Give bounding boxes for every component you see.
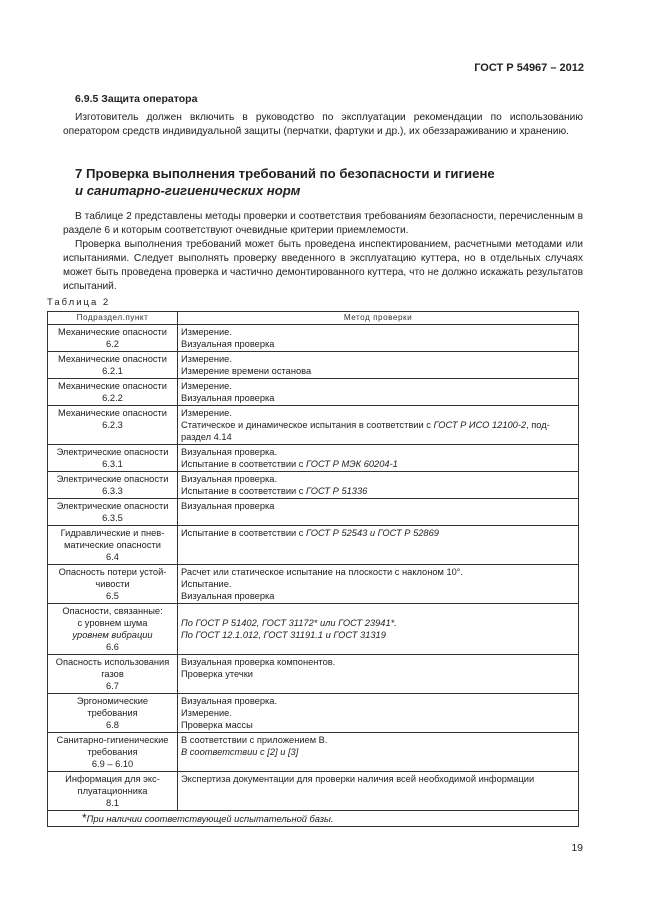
method-line: Визуальная проверка. [181, 447, 278, 457]
section-7-paragraph-1: В таблице 2 представлены методы проверки и соответствия требованиям безопасности, перечисленным в разделе 6 и которым соответствуют очевидные критерии приемлемости. [63, 211, 583, 236]
subsection-line: 6.4 [106, 552, 119, 562]
method-line: Измерение. [181, 381, 232, 391]
subsection-cell [48, 406, 178, 445]
method-text-part: Статическое и динамическое испытания в соответствии с [181, 420, 434, 430]
subsection-line: 6.3.5 [102, 513, 123, 523]
method-cell [178, 472, 579, 499]
table-row [48, 379, 579, 406]
note-text: При наличии соответствующей испытательной базы. [86, 814, 334, 824]
table-header-row [48, 312, 579, 325]
method-line: Измерение. [181, 408, 232, 418]
subsection-line: 6.7 [106, 681, 119, 691]
standard-reference: ГОСТ Р 52543 и ГОСТ Р 52869 [306, 528, 439, 538]
subsection-cell [48, 604, 178, 655]
column-header-method: Метод проверки [178, 312, 579, 325]
method-line: Измерение. [181, 354, 232, 364]
method-line: Испытание. [181, 579, 232, 589]
table-row [48, 499, 579, 526]
method-line: Измерение времени останова [181, 366, 312, 376]
section-6-9-5-text: Изготовитель должен включить в руководство по эксплуатации рекомендации по использованию оператором средств индивидуальной защиты (перчатки, фартуки и др.), их обеззараживанию и хранению. [63, 112, 583, 137]
subsection-line: требования [87, 747, 138, 757]
subsection-line: 6.3.1 [102, 459, 123, 469]
subsection-line: Механические опасности [58, 408, 167, 418]
subsection-cell [48, 565, 178, 604]
standard-reference: ГОСТ Р 51336 [306, 486, 368, 496]
method-cell [178, 694, 579, 733]
method-reference-line: По ГОСТ Р 51402, ГОСТ 31172* или ГОСТ 23941*. [181, 618, 397, 628]
method-line-with-reference [181, 419, 575, 443]
method-line: Проверка массы [181, 720, 253, 730]
method-text-part: Испытание в соответствии с [181, 459, 307, 469]
method-text-part: , под- [526, 420, 550, 430]
subsection-cell [48, 325, 178, 352]
table-row [48, 604, 579, 655]
method-text-part: Испытание в соответствии с [181, 486, 307, 496]
method-line: Измерение. [181, 327, 232, 337]
table-row [48, 772, 579, 811]
subsection-cell [48, 499, 178, 526]
table-2 [47, 311, 579, 827]
method-line: Визуальная проверка [181, 339, 275, 349]
method-cell [178, 772, 579, 811]
note-mark: * [82, 811, 87, 825]
subsection-line: матические опасности [64, 540, 161, 550]
subsection-line: Механические опасности [58, 354, 167, 364]
subsection-line: Механические опасности [58, 327, 167, 337]
subsection-line: чивости [95, 579, 130, 589]
subsection-line: требования [87, 708, 138, 718]
method-cell [178, 445, 579, 472]
table-body [48, 325, 579, 811]
standard-reference: ГОСТ Р ИСО 12100-2 [433, 420, 527, 430]
method-line: Визуальная проверка [181, 501, 275, 511]
subsection-cell [48, 379, 178, 406]
method-cell [178, 379, 579, 406]
section-7-title-line2: и санитарно-гигиенических норм [75, 183, 301, 198]
subsection-cell [48, 526, 178, 565]
section-7-title [75, 165, 575, 199]
table-note-row [48, 811, 579, 827]
table-caption: Таблица 2 [47, 297, 111, 308]
subsection-line: уровнем вибрации [72, 630, 153, 640]
subsection-line: Электрические опасности [56, 447, 169, 457]
method-line: Визуальная проверка. [181, 474, 278, 484]
table-row [48, 472, 579, 499]
subsection-line: Опасность потери устой- [58, 567, 167, 577]
subsection-cell [48, 352, 178, 379]
subsection-line: Информация для экс- [65, 774, 160, 784]
subsection-line: Эргономические [76, 696, 149, 706]
method-line: Расчет или статическое испытание на плоскости с наклоном 10°. [181, 567, 464, 577]
table-note [48, 811, 579, 827]
page-number: 19 [571, 842, 583, 854]
subsection-line: с уровнем шума [77, 618, 148, 628]
subsection-line: Гидравлические и пнев- [60, 528, 165, 538]
method-cell [178, 655, 579, 694]
table-row [48, 445, 579, 472]
method-line: Экспертиза документации для проверки наличия всей необходимой информации [181, 774, 535, 784]
subsection-line: 6.8 [106, 720, 119, 730]
method-cell [178, 604, 579, 655]
subsection-line: 6.2.1 [102, 366, 123, 376]
subsection-line: 8.1 [106, 798, 119, 808]
method-reference-line: В соответствии с [2] и [3] [181, 747, 299, 757]
method-reference-line: По ГОСТ 12.1.012, ГОСТ 31191.1 и ГОСТ 31319 [181, 630, 386, 640]
section-7-title-line1: 7 Проверка выполнения требований по безопасности и гигиене [75, 166, 495, 181]
method-cell [178, 565, 579, 604]
subsection-line: Механические опасности [58, 381, 167, 391]
table-row [48, 352, 579, 379]
table-row [48, 694, 579, 733]
subsection-line: Электрические опасности [56, 474, 169, 484]
subsection-line: Опасность использования [55, 657, 170, 667]
subsection-line: Электрические опасности [56, 501, 169, 511]
section-7-paragraph-2: Проверка выполнения требований может быть проведена инспектированием, расчетными методами или испытаниями. Следует выполнять проверку введенного в эксплуатацию куттера, но в отдельных случаях может быть проведена проверка и частично демонтированного куттера, что не должно искажать результатов испытаний. [63, 239, 583, 292]
method-line: Проверка утечки [181, 669, 253, 679]
subsection-line: 6.3.3 [102, 486, 123, 496]
column-header-subsection: Подраздел.пункт [48, 312, 178, 325]
method-text-part: Испытание в соответствии с [181, 528, 307, 538]
method-line: Визуальная проверка [181, 393, 275, 403]
method-cell [178, 325, 579, 352]
subsection-cell [48, 694, 178, 733]
subsection-line: 6.2 [106, 339, 119, 349]
method-line: Измерение. [181, 708, 232, 718]
method-line: Визуальная проверка [181, 591, 275, 601]
section-6-9-5-title: 6.9.5 Защита оператора [75, 93, 198, 105]
subsection-cell [48, 655, 178, 694]
standard-reference: ГОСТ Р МЭК 60204-1 [306, 459, 398, 469]
method-cell [178, 406, 579, 445]
subsection-line: 6.9 – 6.10 [91, 759, 134, 769]
method-line-with-reference [181, 527, 575, 539]
subsection-cell [48, 733, 178, 772]
table-row [48, 406, 579, 445]
method-line-with-reference [181, 485, 575, 497]
subsection-line: Опасности, связанные: [62, 606, 163, 616]
method-line: Визуальная проверка. [181, 696, 278, 706]
table-row [48, 325, 579, 352]
method-line-with-reference [181, 458, 575, 470]
method-line: Визуальная проверка компонентов. [181, 657, 336, 667]
subsection-line: 6.5 [106, 591, 119, 601]
method-cell [178, 526, 579, 565]
document-id-header: ГОСТ Р 54967 – 2012 [474, 62, 584, 74]
method-text-part: раздел 4.14 [181, 432, 232, 442]
table-row [48, 733, 579, 772]
subsection-line: 6.6 [106, 642, 119, 652]
subsection-line: 6.2.3 [102, 420, 123, 430]
method-cell [178, 733, 579, 772]
method-cell [178, 499, 579, 526]
method-cell [178, 352, 579, 379]
subsection-cell [48, 472, 178, 499]
table-row [48, 526, 579, 565]
table-row [48, 655, 579, 694]
subsection-line: Санитарно-гигиенические [56, 735, 169, 745]
subsection-line: газов [101, 669, 124, 679]
subsection-cell [48, 445, 178, 472]
table-row [48, 565, 579, 604]
subsection-line: 6.2.2 [102, 393, 123, 403]
subsection-line: плуатационника [77, 786, 148, 796]
subsection-cell [48, 772, 178, 811]
method-line: В соответствии с приложением В. [181, 735, 328, 745]
